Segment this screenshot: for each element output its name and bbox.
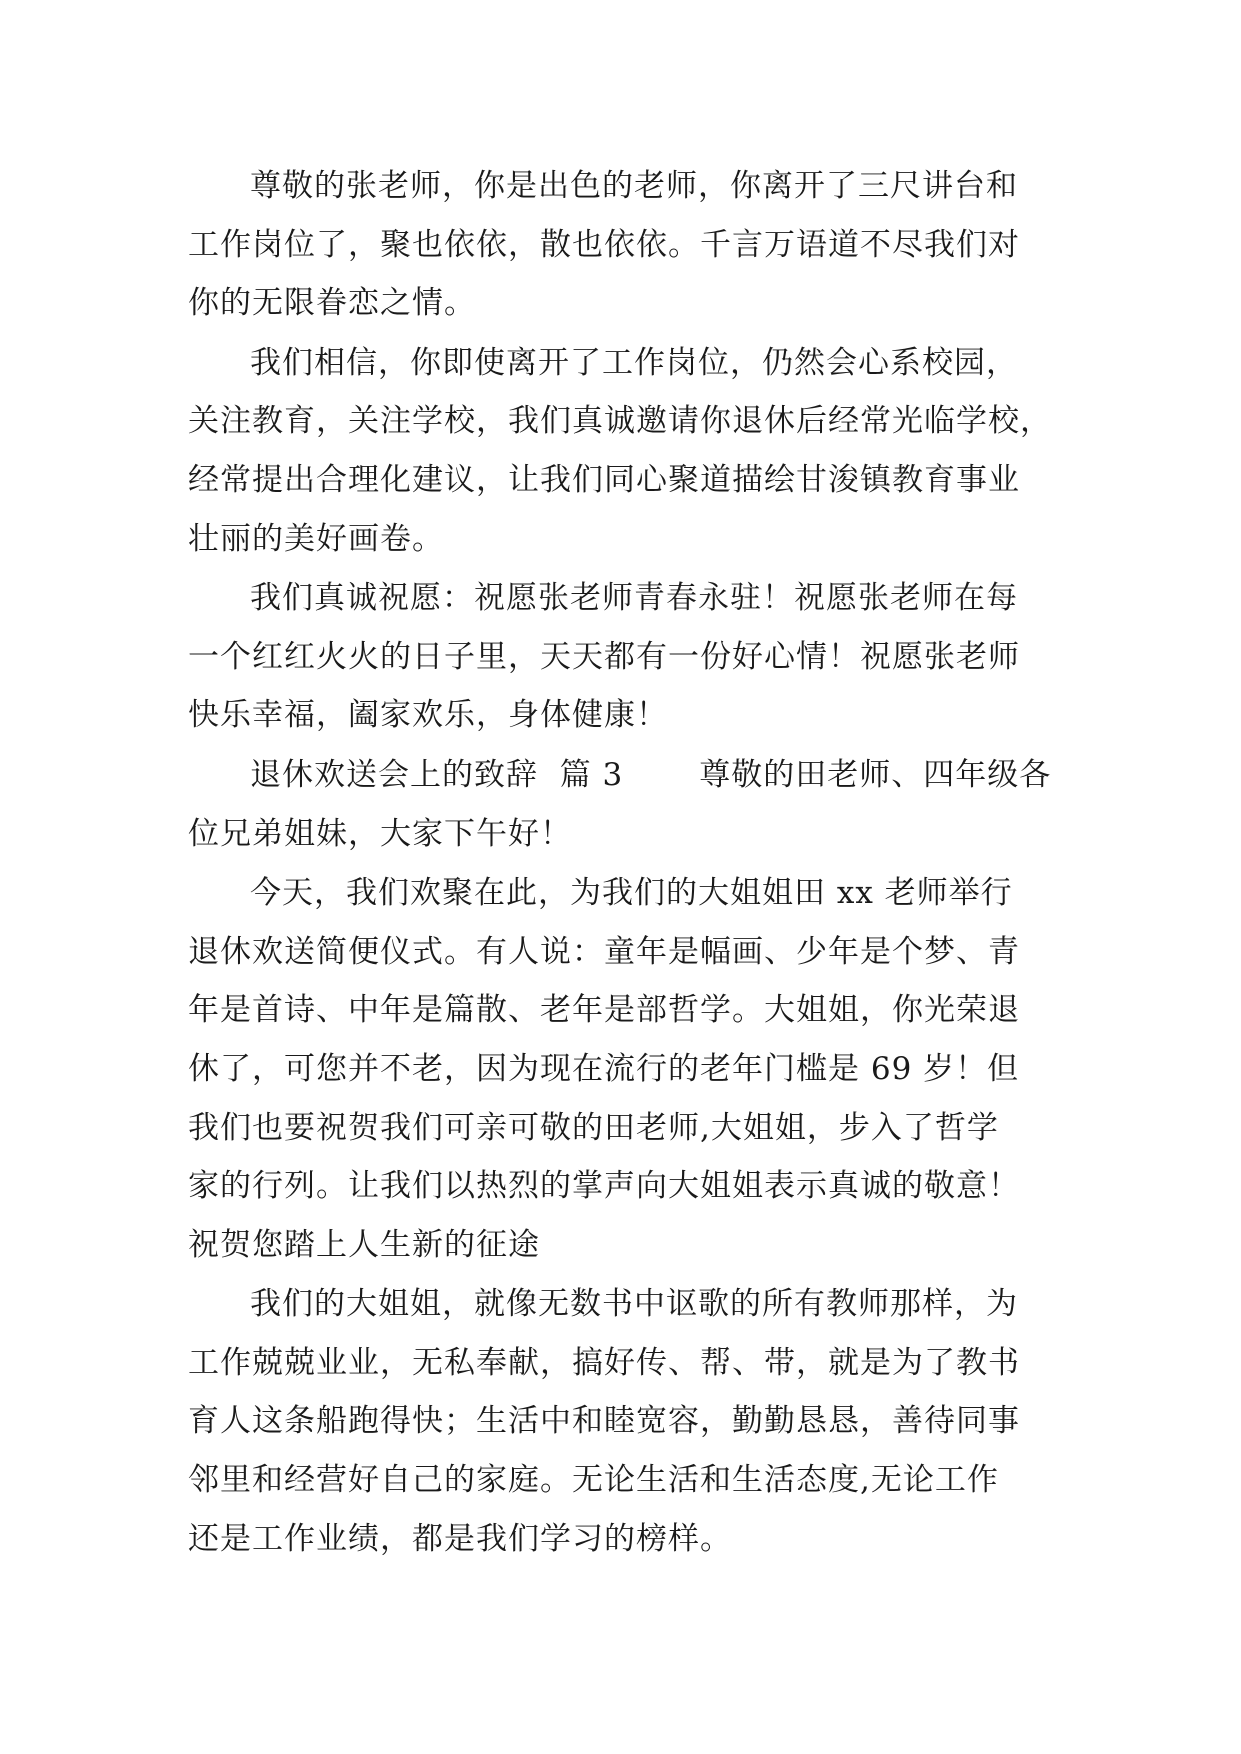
text-line: 年是首诗、中年是篇散、老年是部哲学。大姐姐，你光荣退 xyxy=(188,992,1020,1029)
text-line: 退休欢送会上的致辞 篇 3 尊敬的田老师、四年级各 xyxy=(250,756,1052,793)
text-line: 你的无限眷恋之情。 xyxy=(188,285,476,322)
paragraph-role-model xyxy=(188,1275,1053,1568)
text-line: 祝贺您踏上人生新的征途 xyxy=(188,1226,540,1263)
text-line: 退休欢送简便仪式。有人说：童年是幅画、少年是个梦、青 xyxy=(188,933,1020,970)
text-line: 位兄弟姐妹，大家下午好！ xyxy=(188,815,572,852)
text-line: 我们相信，你即使离开了工作岗位，仍然会心系校园， xyxy=(250,344,1018,381)
text-line: 我们真诚祝愿：祝愿张老师青春永驻！祝愿张老师在每 xyxy=(250,580,1018,617)
text-line: 关注教育，关注学校，我们真诚邀请你退休后经常光临学校， xyxy=(188,403,1052,440)
text-line: 休了，可您并不老，因为现在流行的老年门槛是 69 岁！但 xyxy=(188,1050,1020,1087)
text-line: 我们也要祝贺我们可亲可敬的田老师,大姐姐，步入了哲学 xyxy=(188,1109,999,1146)
paragraph-wishes xyxy=(188,569,1053,745)
text-line: 家的行列。让我们以热烈的掌声向大姐姐表示真诚的敬意！ xyxy=(188,1168,1020,1205)
paragraph-trust xyxy=(188,334,1053,568)
text-line: 快乐幸福，阖家欢乐，身体健康！ xyxy=(188,697,668,734)
document-body xyxy=(188,157,1053,1569)
text-line: 尊敬的张老师，你是出色的老师，你离开了三尺讲台和 xyxy=(250,168,1018,204)
text-line: 一个红红火火的日子里，天天都有一份好心情！祝愿张老师 xyxy=(188,638,1020,675)
text-line: 壮丽的美好画卷。 xyxy=(188,520,444,557)
text-line: 育人这条船跑得快；生活中和睦宽容，勤勤恳恳，善待同事 xyxy=(188,1403,1020,1440)
text-line: 工作岗位了，聚也依依，散也依依。千言万语道不尽我们对 xyxy=(188,226,1020,263)
paragraph-section-heading xyxy=(188,746,1053,863)
text-line: 工作兢兢业业，无私奉献，搞好传、帮、带，就是为了教书 xyxy=(188,1344,1020,1381)
text-line: 邻里和经营好自己的家庭。无论生活和生活态度,无论工作 xyxy=(188,1462,999,1499)
text-line: 还是工作业绩，都是我们学习的榜样。 xyxy=(188,1520,732,1557)
text-line: 经常提出合理化建议，让我们同心聚道描绘甘浚镇教育事业 xyxy=(188,461,1020,498)
paragraph-farewell-zhang xyxy=(188,157,1053,333)
text-line: 我们的大姐姐，就像无数书中讴歌的所有教师那样，为 xyxy=(250,1286,1018,1323)
paragraph-gathering xyxy=(188,864,1053,1274)
text-line: 今天，我们欢聚在此，为我们的大姐姐田 xx 老师举行 xyxy=(250,875,1013,912)
